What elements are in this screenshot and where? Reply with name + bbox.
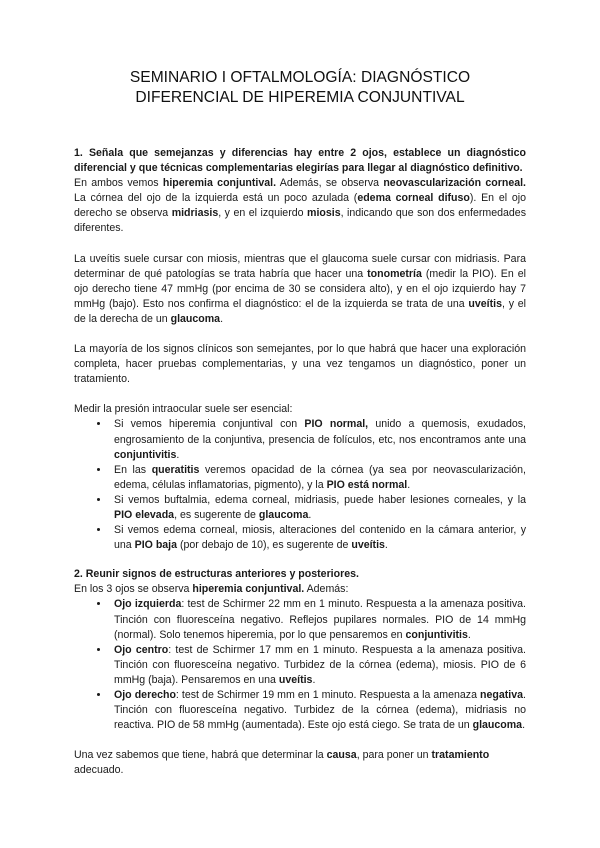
spacer — [74, 733, 526, 748]
text: : test de Schirmer 19 mm en 1 minuto. Respuesta a la amenaza — [175, 689, 481, 701]
term-neovascularizacion: neovascularización corneal. — [383, 177, 526, 190]
text: En las — [114, 463, 152, 476]
text: En los 3 ojos se observa — [74, 583, 193, 596]
term: conjuntivitis — [405, 628, 468, 641]
term: glaucoma — [258, 508, 309, 521]
eyes-bullet-list — [74, 597, 526, 733]
title-line-1: SEMINARIO I OFTALMOLOGÍA: DIAGNÓSTICO — [129, 69, 471, 86]
term: PIO normal, — [304, 418, 369, 431]
text: . — [220, 312, 224, 325]
title-line-2: DIFERENCIAL DE HIPEREMIA CONJUNTIVAL — [135, 89, 465, 106]
text: : test de Schirmer 17 mm en 1 minuto. Respuesta a la amenaza positiva. Tinción con fluoresceína negativo. Turbidez de la córnea (edema), miosis. PIO de 6 mmHg (baja). Pensaremos en una — [114, 643, 526, 686]
text: (por debajo de 10), es sugerente de — [177, 539, 352, 552]
list-item — [110, 493, 526, 523]
list-item — [110, 597, 526, 642]
question-2: 2. Reunir signos de estructuras anteriores y posteriores. — [74, 568, 359, 581]
spacer — [74, 327, 526, 342]
eye-label: Ojo centro — [114, 643, 169, 656]
text: ). En el ojo derecho se observa — [74, 192, 526, 220]
text: Además, se observa — [276, 177, 384, 190]
term: queratitis — [151, 463, 200, 476]
document-title — [74, 68, 526, 108]
term-tratamiento: tratamiento — [431, 749, 490, 762]
document-body — [74, 146, 526, 778]
eye-label: Ojo derecho — [114, 689, 176, 701]
text: , y el de la derecha de un — [74, 297, 526, 325]
text: . — [308, 508, 312, 521]
text: Una vez sabemos que tiene, habrá que determinar la — [74, 749, 327, 762]
term: conjuntivitis — [114, 448, 177, 461]
term: uveítis — [278, 673, 313, 686]
text: . — [407, 478, 411, 491]
paragraph-1 — [74, 176, 526, 236]
text: veremos opacidad de la córnea (ya sea por neovascularización, edema, células inflamatorias, pigmento), y la — [114, 463, 526, 491]
term-hiperemia: hiperemia conjuntival. — [162, 177, 277, 190]
list-item — [110, 688, 526, 733]
text: . — [467, 628, 471, 641]
paragraph-4: Medir la presión intraocular suele ser esencial: — [74, 403, 293, 416]
term-tonometria: tonometría — [367, 267, 422, 280]
list-item — [110, 523, 526, 553]
section2-intro — [74, 582, 526, 597]
pio-bullet-list — [74, 417, 526, 553]
term-edema-corneal: edema corneal difuso — [357, 192, 470, 205]
eye-label: Ojo izquierda — [114, 598, 182, 611]
term: glaucoma — [472, 719, 523, 732]
paragraph-2 — [74, 252, 526, 327]
term: uveítis — [351, 539, 385, 552]
paragraph-3: La mayoría de los signos clínicos son semejantes, por lo que habrá que hacer una exploración completa, hacer pruebas complementarias, y una vez tengamos un diagnóstico, poner un tratamiento. — [74, 343, 526, 386]
text: Si vemos hiperemia conjuntival con — [114, 418, 305, 431]
list-item — [110, 417, 526, 462]
text: Si vemos buftalmia, edema corneal, midriasis, puede haber lesiones corneales, y la — [114, 493, 526, 506]
text: , y en el izquierdo — [218, 207, 308, 220]
term: negativa — [480, 689, 524, 701]
spacer — [74, 237, 526, 252]
term-glaucoma: glaucoma — [170, 312, 221, 325]
text: . — [312, 673, 316, 686]
list-item — [110, 643, 526, 688]
term-midriasis: midriasis — [171, 207, 219, 220]
text: . — [522, 719, 526, 732]
text: (medir la PIO). En el ojo derecho tiene 47 mmHg (por encima de 30 se considera alto), y en el ojo izquierdo hay 7 mmHg (bajo). Esto nos confirma el diagnóstico: el de la izquierda se trata de una — [74, 267, 526, 310]
term: PIO elevada — [114, 508, 175, 521]
term-miosis: miosis — [307, 207, 341, 220]
term: PIO baja — [134, 539, 178, 552]
text: Si vemos edema corneal, miosis, alteraciones del contenido en la cámara anterior, y una — [114, 524, 526, 552]
spacer — [74, 387, 526, 402]
text: adecuado. — [74, 764, 124, 777]
text: En ambos vemos — [74, 177, 163, 190]
question-1: 1. Señala que semejanzas y diferencias hay entre 2 ojos, establece un diagnóstico diferencial y que técnicas complementarias elegirías para llegar al diagnóstico definitivo. — [74, 147, 526, 175]
text: , indicando que son dos enfermedades diferentes. — [74, 207, 526, 235]
text: . Tinción con fluoresceína negativo. Turbidez de la córnea (edema), midriasis no reactiva. PIO de 58 mmHg (aumentada). Este ojo está ciego. Se trata de un — [114, 689, 526, 732]
text: , para poner un — [356, 749, 432, 762]
text: La córnea del ojo de la izquierda está un poco azulada ( — [74, 192, 358, 205]
text: unido a quemosis, exudados, engrosamiento de la conjuntiva, presencia de folículos, etc, nos encontramos ante una — [114, 418, 526, 446]
text: . — [384, 539, 388, 552]
term-uveitis: uveítis — [468, 297, 502, 310]
term-causa: causa — [326, 749, 357, 762]
term-hiperemia: hiperemia conjuntival. — [192, 583, 305, 596]
text: , es sugerente de — [174, 508, 259, 521]
text: La uveítis suele cursar con miosis, mientras que el glaucoma suele cursar con midriasis. Para determinar de qué patologías se trata habría que hacer una — [74, 252, 526, 280]
closing-paragraph — [74, 748, 526, 778]
spacer — [74, 553, 526, 567]
text: . — [176, 448, 180, 461]
list-item — [110, 463, 526, 493]
text: Además: — [304, 583, 349, 596]
term: PIO está normal — [326, 478, 408, 491]
text: : test de Schirmer 22 mm en 1 minuto. Respuesta a la amenaza positiva. Tinción con fluoresceína negativo. Reflejos pupilares normales. PIO de 14 mmHg (normal). Solo tenemos hiperemia, por lo que pensaremos en — [114, 598, 526, 641]
